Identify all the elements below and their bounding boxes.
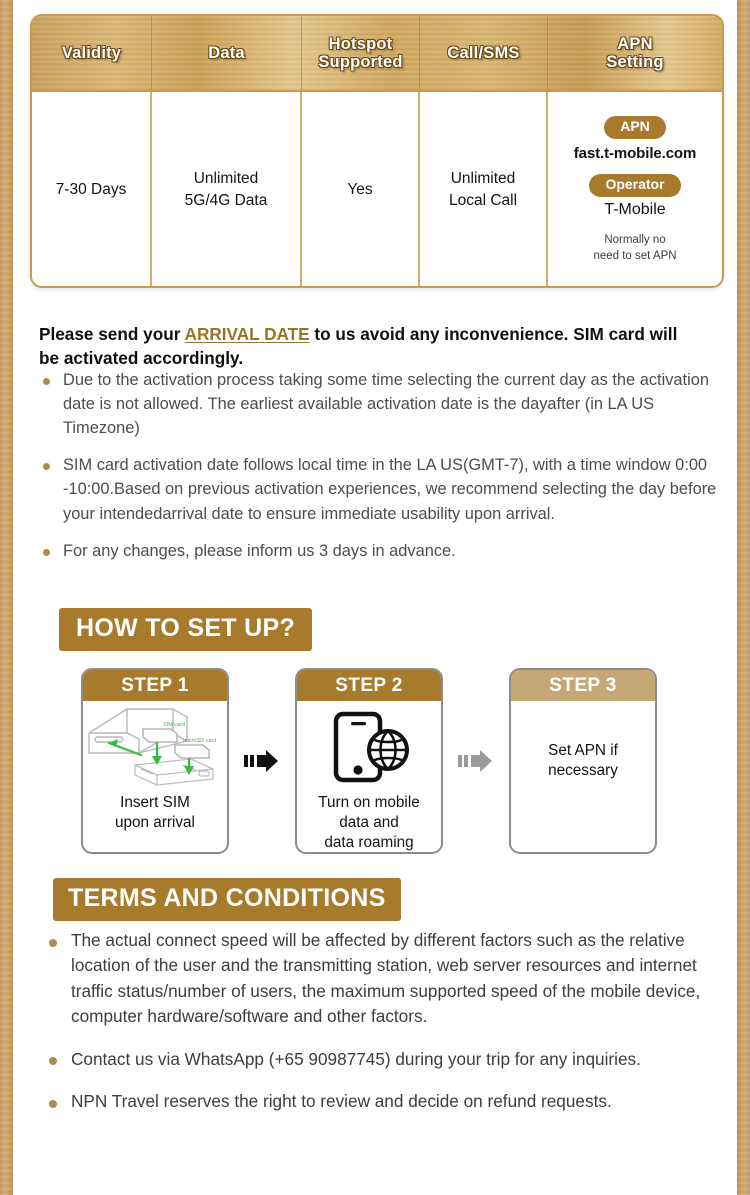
spec-table-body-row [32, 92, 722, 288]
term-text: Contact us via WhatsApp (+65 90987745) during your trip for any inquiries. [71, 1048, 641, 1069]
header-cell-hotspot [302, 16, 420, 90]
step-arrow-2-icon [455, 746, 495, 776]
spec-table [30, 14, 724, 288]
cell-callsms [420, 92, 548, 288]
operator-pill-label: Operator [589, 174, 680, 197]
apn-note-line2: need to set APN [593, 249, 677, 262]
step-3-caption-line1: Set APN if [548, 742, 618, 759]
apn-pill-label: APN [604, 116, 666, 139]
value-data-line1: Unlimited [193, 170, 259, 187]
step-1-title: STEP 1 [83, 670, 227, 701]
step-2-caption-line1: Turn on mobile [318, 794, 420, 811]
apn-note [593, 233, 676, 263]
list-item [49, 1089, 739, 1114]
step-card-2 [295, 668, 443, 854]
step-2-title: STEP 2 [297, 670, 441, 701]
setup-steps [73, 668, 693, 854]
header-label-data: Data [208, 43, 245, 62]
page-content [13, 0, 737, 1195]
list-item [41, 539, 721, 563]
microsd-card-label: microSD card [183, 738, 217, 744]
header-cell-data [152, 16, 302, 90]
header-label-validity: Validity [61, 43, 122, 62]
sim-card-label: SIM card [163, 722, 186, 728]
cell-hotspot [302, 92, 420, 288]
value-hotspot: Yes [347, 181, 373, 198]
lead-part2: to us avoid any inconvenience. SIM card will be activated accordingly. [39, 324, 678, 369]
how-to-set-up-banner: HOW TO SET UP? [59, 608, 312, 651]
apn-value: fast.t-mobile.com [573, 144, 697, 162]
note-text: Due to the activation process taking some time selecting the current day as the activation date is not allowed. The earliest available activation date is the dayafter (in LA US Timezone) [63, 371, 709, 438]
header-label-callsms: Call/SMS [447, 43, 520, 62]
step-2-caption [297, 793, 441, 853]
step-3-art-spacer [511, 701, 655, 741]
header-label-apn-line1: APN [617, 34, 653, 53]
arrival-date-highlight: ARRIVAL DATE [184, 324, 310, 345]
apn-note-line1: Normally no [604, 234, 666, 247]
terms-and-conditions-banner: TERMS AND CONDITIONS [53, 878, 401, 921]
step-3-caption-line2: necessary [548, 761, 618, 779]
spec-table-header-row [32, 16, 722, 92]
cell-apn-setting [548, 92, 722, 288]
step-card-1 [81, 668, 229, 854]
cell-validity [32, 92, 152, 288]
step-arrow-1-icon [241, 746, 281, 776]
operator-value: T-Mobile [604, 200, 666, 218]
header-label-hotspot-line2: Supported [318, 53, 403, 71]
step-3-caption [511, 741, 655, 781]
header-cell-apn-setting [548, 16, 722, 90]
list-item [41, 368, 721, 440]
term-text: NPN Travel reserves the right to review and decide on refund requests. [71, 1091, 612, 1112]
cell-data [152, 92, 302, 288]
step-1-caption [83, 793, 227, 833]
header-cell-callsms [420, 16, 548, 90]
sim-tray-icon [83, 701, 227, 793]
header-label-hotspot-line1: Hotspot [328, 34, 393, 53]
arrival-date-notice [39, 322, 699, 370]
note-text: SIM card activation date follows local time in the LA US(GMT-7), with a time window 0:00 -10:00.Based on previous activation experiences, we recommend selecting the day before your intendedarrival date to ensure immediate usability upon arrival. [63, 456, 717, 523]
list-item [49, 1047, 739, 1072]
value-callsms-line2: Local Call [448, 192, 518, 209]
header-label-apn-line2: Setting [606, 53, 664, 71]
step-1-caption-line2: upon arrival [115, 813, 195, 831]
step-3-title: STEP 3 [511, 670, 655, 701]
step-1-caption-line1: Insert SIM [120, 794, 190, 811]
lead-part1: Please send your [39, 324, 185, 345]
value-callsms-line1: Unlimited [450, 170, 516, 187]
value-data-line2: 5G/4G Data [184, 192, 268, 209]
terms-list [49, 928, 739, 1132]
list-item [41, 453, 721, 525]
header-cell-validity [32, 16, 152, 90]
phone-globe-icon [297, 701, 441, 793]
term-text: The actual connect speed will be affected by different factors such as the relative location of the user and the transmitting station, web server resources and internet traffic status/number of users, the maximum supported speed of the mobile device, computer hardware/software and other factors. [71, 930, 701, 1027]
note-text: For any changes, please inform us 3 days in advance. [63, 541, 456, 560]
activation-notes-list [41, 368, 721, 576]
step-2-caption-line2: data and [339, 813, 399, 831]
step-2-caption-line3: data roaming [324, 833, 414, 851]
list-item [49, 928, 739, 1030]
value-validity: 7-30 Days [55, 181, 127, 198]
left-edge-strip [0, 0, 13, 1195]
step-card-3 [509, 668, 657, 854]
